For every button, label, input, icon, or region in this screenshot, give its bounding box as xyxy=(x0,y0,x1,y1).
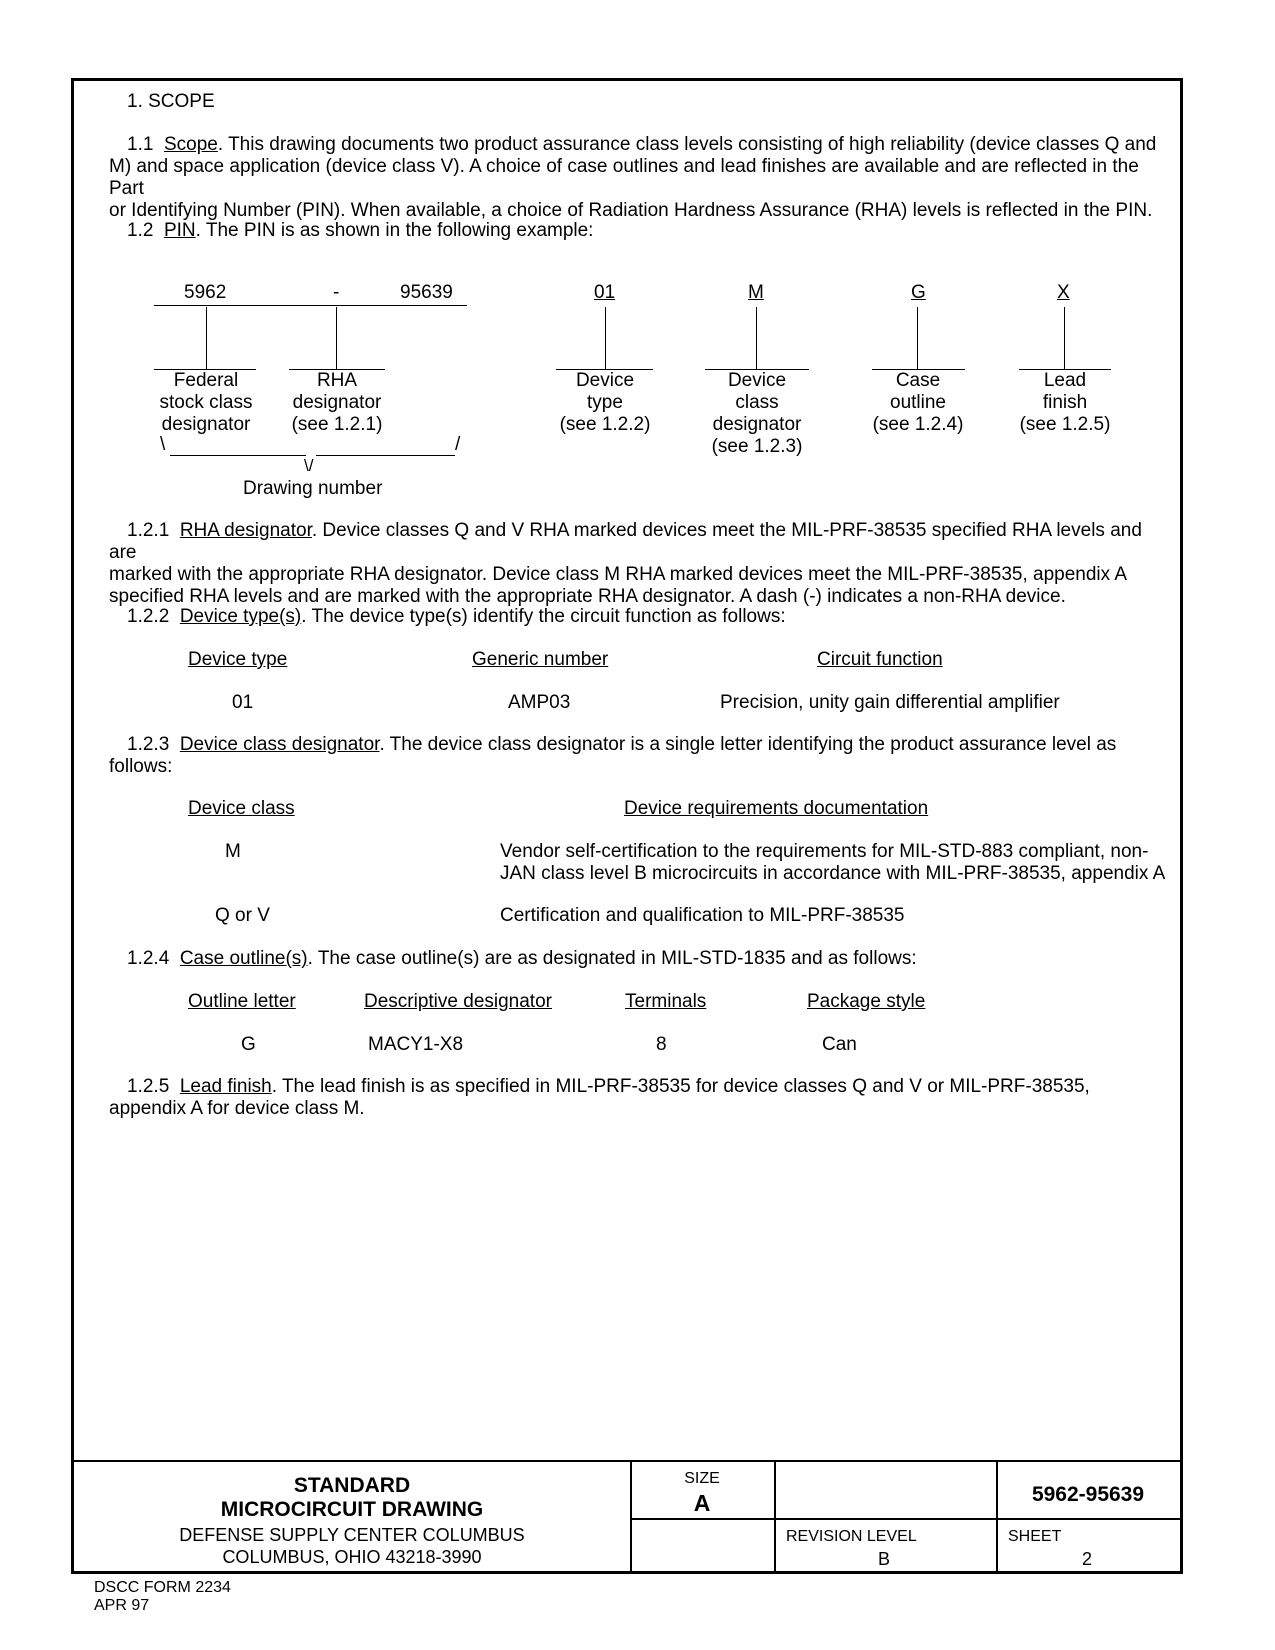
para-text: . This drawing documents two product assurance class levels consisting of high reliability (device classes Q and xyxy=(217,134,1157,155)
label-rha: RHA designator (see 1.2.1) xyxy=(291,370,383,435)
para-number: 1.2 xyxy=(127,220,154,241)
paragraph-1-2-1: 1.2.1 RHA designator. Device classes Q and V RHA marked devices meet the MIL-PRF-38535 specified RHA levels and are marked with the appropriate RHA designator. Device class M RHA marked devices meet the MIL-PRF-38535, appendix A specified RHA levels and are marked with the appropriate RHA designator. A dash (-) indicates a non-RHA device. xyxy=(109,520,1142,607)
table-header: Generic number xyxy=(472,649,609,670)
paragraph-1-2 xyxy=(109,220,1174,242)
para-heading: Case outline(s) xyxy=(179,948,308,969)
paragraph-1-2-4: 1.2.4 Case outline(s). The case outline(s) are as designated in MIL-STD-1835 and as follows: xyxy=(127,948,917,969)
brace-left: \ xyxy=(160,434,166,455)
paragraph-1-1 xyxy=(109,134,1174,222)
table-cell: Precision, unity gain differential amplifier xyxy=(720,692,1060,713)
para-heading: Scope xyxy=(163,134,218,155)
table-header: Device type xyxy=(188,649,288,670)
title-block xyxy=(74,1460,1180,1574)
table-cell: MACY1-X8 xyxy=(368,1034,464,1055)
para-text: or Identifying Number (PIN). When available, a choice of Radiation Hardness Assurance (RHA) levels is reflected in the PIN. xyxy=(109,200,1153,221)
pin-lead-finish: X xyxy=(1057,282,1070,303)
section-title: 1. SCOPE xyxy=(127,91,215,112)
size-value: A xyxy=(693,1490,711,1516)
brace-point: \/ xyxy=(304,456,314,475)
revision-label: REVISION LEVEL xyxy=(786,1528,917,1545)
pin-fsc: 5962 xyxy=(184,282,227,303)
sheet-value: 2 xyxy=(1082,1549,1093,1569)
title-drawing: MICROCIRCUIT DRAWING xyxy=(220,1498,484,1521)
pin-device-class: M xyxy=(748,282,764,303)
paragraph-1-2-5: 1.2.5 Lead finish. The lead finish is as specified in MIL-PRF-38535 for device classes Q and V or MIL-PRF-38535, appendix A for device class M. xyxy=(109,1076,1090,1119)
table-cell: Q or V xyxy=(215,905,270,926)
size-label: SIZE xyxy=(684,1470,720,1487)
connector-line xyxy=(1064,307,1065,369)
label-device-type: Device type (see 1.2.2) xyxy=(559,370,651,435)
para-text: M) and space application (device class V). A choice of case outlines and lead finishes are available and are reflected in the Part xyxy=(109,156,1139,199)
table-cell: M xyxy=(225,841,241,862)
table-header: Outline letter xyxy=(188,991,296,1012)
drawing-number: 5962-95639 xyxy=(1031,1483,1145,1506)
agency-address: COLUMBUS, OHIO 43218-3990 xyxy=(222,1547,482,1567)
pin-device-type: 01 xyxy=(594,282,616,303)
label-device-class: Device class designator (see 1.2.3) xyxy=(711,370,803,457)
paragraph-1-2-3: 1.2.3 Device class designator. The device class designator is a single letter identifying the product assurance level as follows: xyxy=(109,734,1117,777)
label-lead-finish: Lead finish (see 1.2.5) xyxy=(1019,370,1111,435)
para-heading: Device class designator xyxy=(179,734,380,755)
para-number: 1.1 xyxy=(127,134,154,155)
connector-line xyxy=(917,307,918,369)
pin-case-outline: G xyxy=(911,282,926,303)
pin-drawing: 95639 xyxy=(400,282,453,303)
paragraph-1-2-2: 1.2.2 Device type(s). The device type(s) identify the circuit function as follows: xyxy=(127,606,786,627)
connector-line xyxy=(605,307,606,369)
table-cell: Certification and qualification to MIL-PRF-38535 xyxy=(500,905,905,926)
title-standard: STANDARD xyxy=(293,1474,411,1497)
table-cell: Vendor self-certification to the requirements for MIL-STD-883 compliant, non- JAN class level B microcircuits in accordance with MIL-PRF-38535, appendix A xyxy=(500,841,1166,884)
form-number: DSCC FORM 2234 APR 97 xyxy=(94,1579,231,1614)
table-header: Terminals xyxy=(625,991,707,1012)
table-cell: 8 xyxy=(656,1034,667,1055)
table-header: Descriptive designator xyxy=(364,991,552,1012)
page-border xyxy=(71,78,1183,1574)
table-cell: Can xyxy=(822,1034,857,1055)
table-cell: AMP03 xyxy=(508,692,571,713)
brace-line xyxy=(316,455,455,456)
sheet-label: SHEET xyxy=(1008,1528,1062,1545)
table-header: Device class xyxy=(188,798,295,819)
table-header: Package style xyxy=(807,991,926,1012)
connector-line xyxy=(206,307,207,369)
revision-value: B xyxy=(878,1549,891,1569)
para-heading: RHA designator xyxy=(179,520,312,541)
table-header: Circuit function xyxy=(817,649,943,670)
label-case-outline: Case outline (see 1.2.4) xyxy=(872,370,964,435)
pin-dash: - xyxy=(333,282,340,303)
para-text: . The PIN is as shown in the following example: xyxy=(195,220,594,241)
label-fsc: Federal stock class designator xyxy=(159,370,253,435)
pin-underline xyxy=(154,305,467,306)
brace-line xyxy=(170,455,306,456)
para-heading: Device type(s) xyxy=(179,606,302,627)
para-heading: PIN xyxy=(163,220,196,241)
connector-line xyxy=(336,307,337,369)
connector-line xyxy=(756,307,757,369)
agency-name: DEFENSE SUPPLY CENTER COLUMBUS xyxy=(179,1525,525,1545)
table-header: Device requirements documentation xyxy=(624,798,929,819)
brace-right: / xyxy=(455,434,461,455)
table-cell: 01 xyxy=(232,692,254,713)
drawing-number-label: Drawing number xyxy=(243,478,383,499)
para-heading: Lead finish xyxy=(179,1076,272,1097)
table-cell: G xyxy=(241,1034,256,1055)
